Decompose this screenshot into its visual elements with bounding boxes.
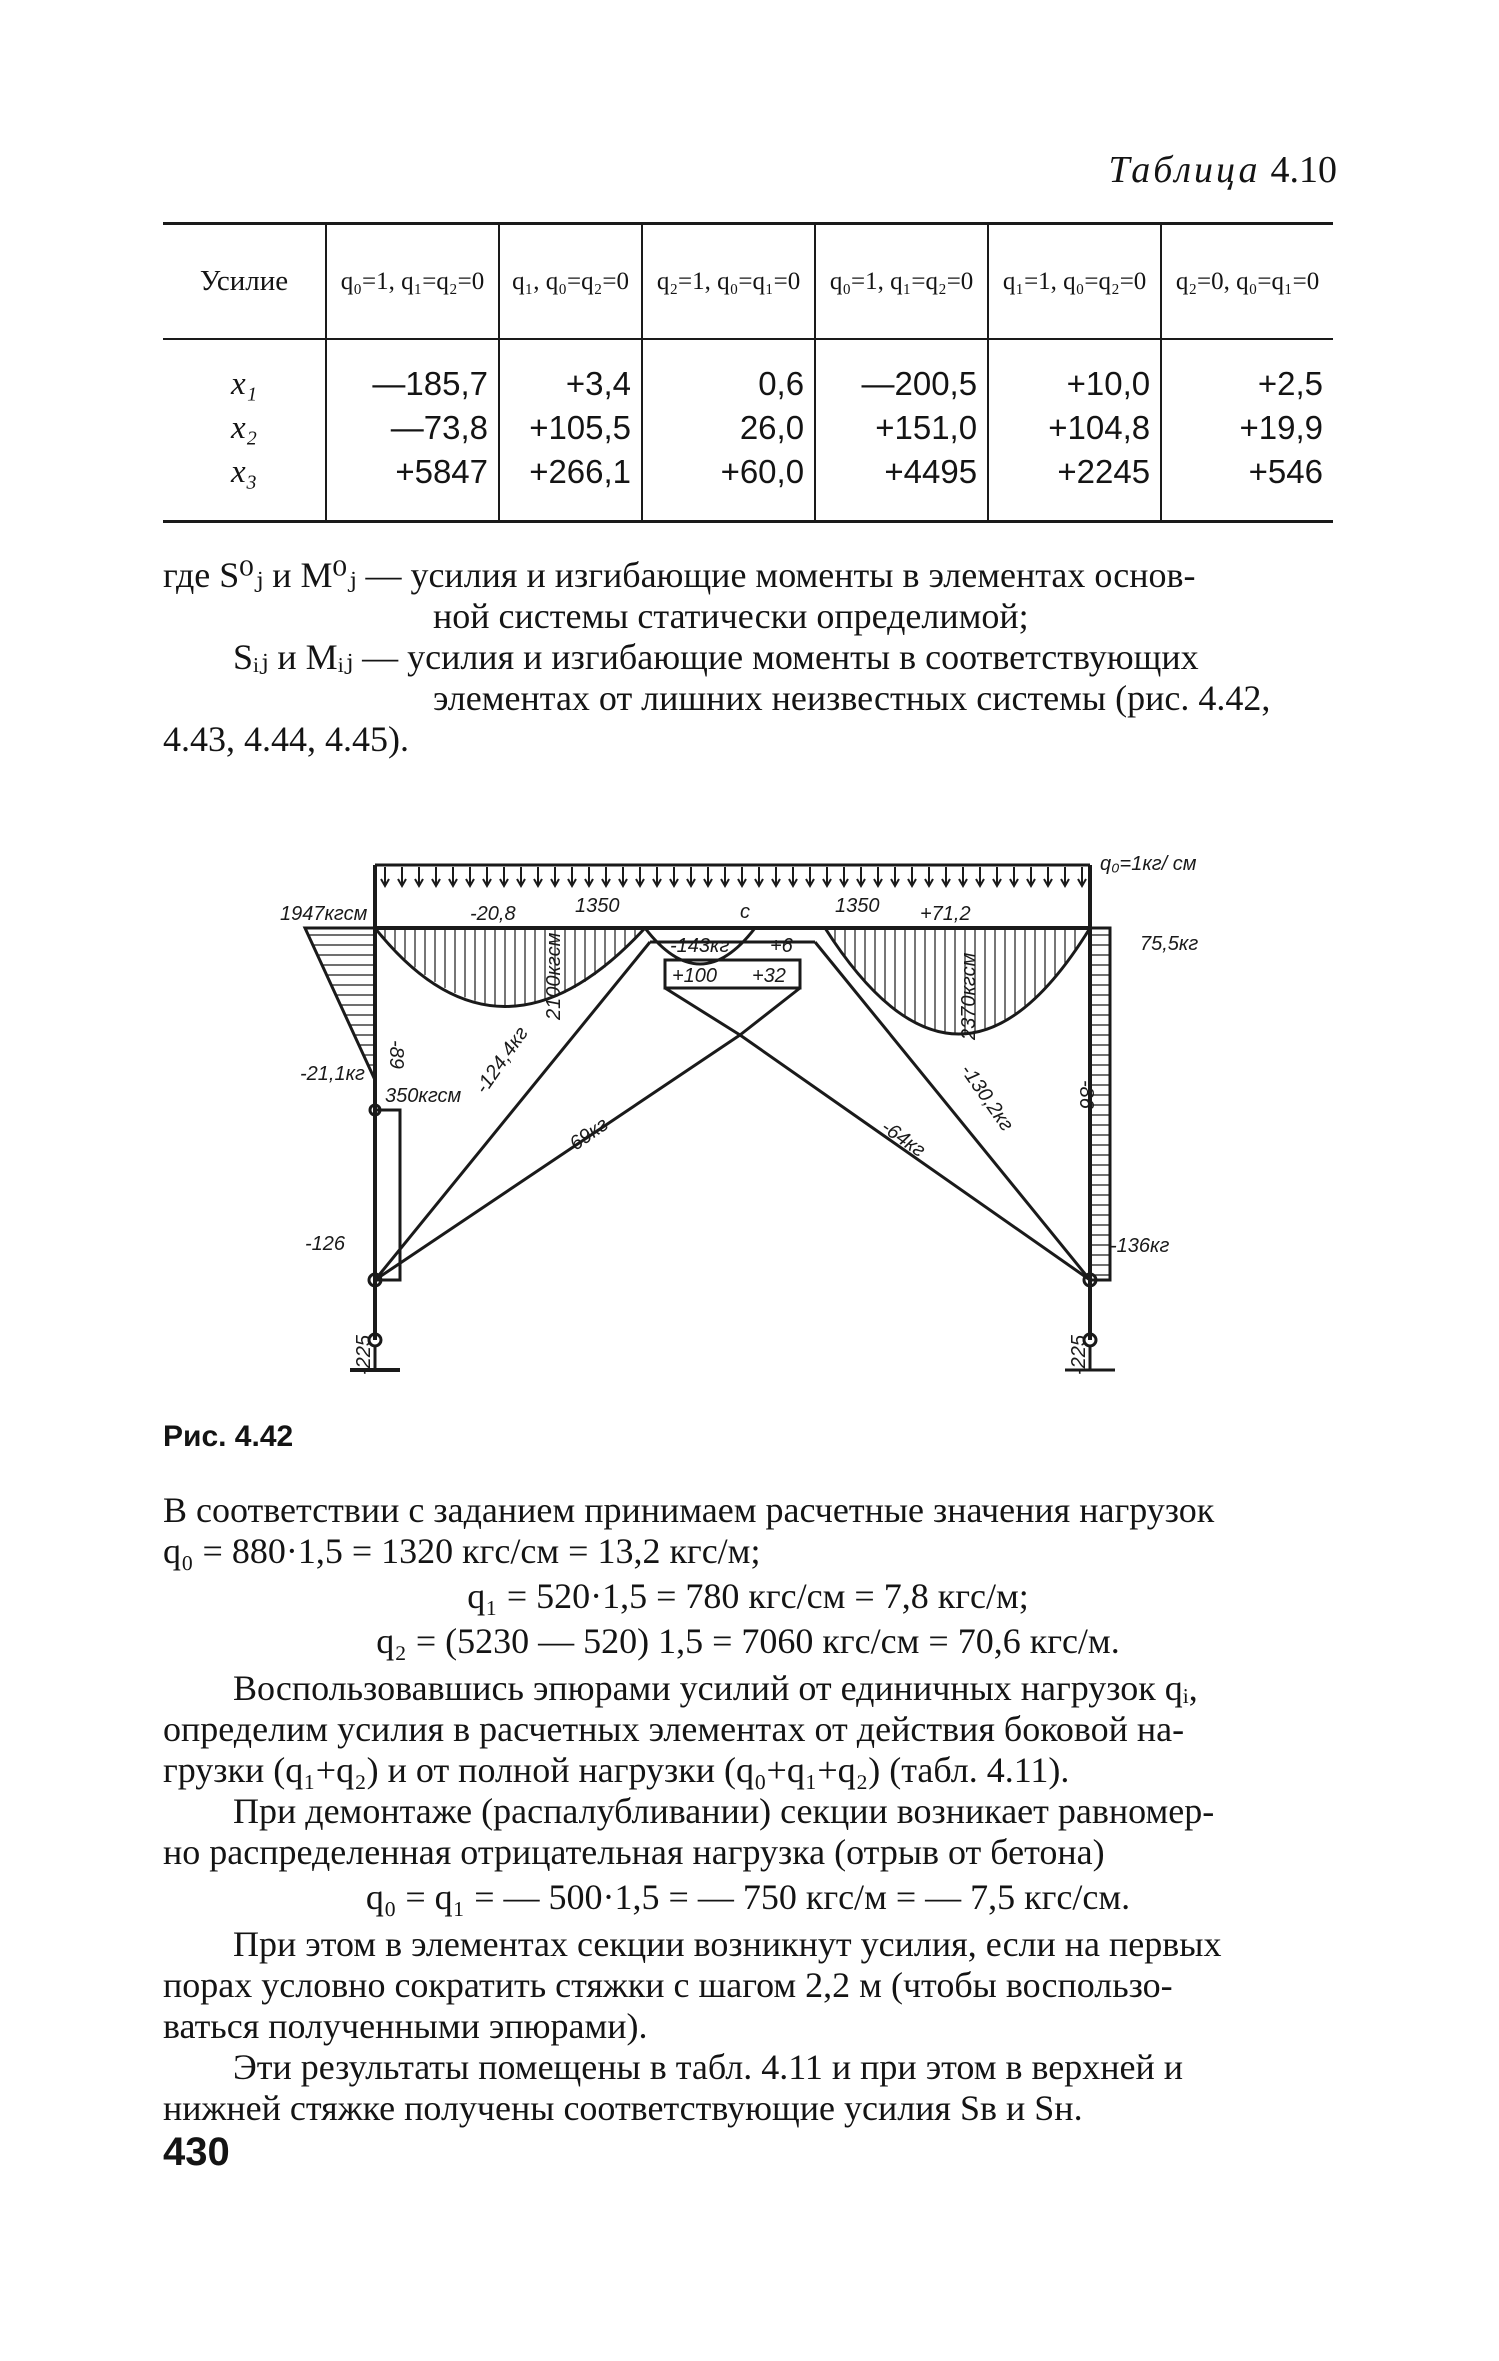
label-shear: c [740, 901, 750, 923]
label-force: -69кг [560, 1113, 613, 1160]
label-force: +32 [752, 965, 786, 987]
label-force: -143кг [670, 935, 730, 957]
column-values [815, 339, 988, 522]
header-cell: q₁, q₀=q₂=0 [499, 224, 642, 340]
definition-line: 4.43, 4.44, 4.45). [163, 719, 409, 759]
label-q0: q₀=1кг/ см [1100, 853, 1197, 875]
column-values [499, 339, 642, 522]
equation: q₀ = q₁ = — 500·1,5 = — 750 кгс/м = — 7,5 кгс/см. [365, 1877, 1131, 1917]
table-cell: +151,0 [875, 409, 978, 446]
header-cell: q₀=1, q₁=q₂=0 [326, 224, 499, 340]
row-labels [163, 339, 326, 522]
table-row [163, 339, 1333, 522]
label-moment: 1350 [835, 895, 880, 917]
text-line: ваться полученными эпюрами). [163, 2006, 648, 2046]
body-text [163, 1490, 1333, 2129]
text-line: Эти результаты помещены в табл. 4.11 и при этом в верхней и [233, 2047, 1184, 2087]
header-cell: q₂=1, q₀=q₁=0 [642, 224, 815, 340]
table-title-number: 4.10 [1270, 149, 1337, 191]
label-force: -64кг [877, 1116, 930, 1162]
column-values [326, 339, 499, 522]
middle-tie-left [665, 988, 740, 1035]
figure-caption: Рис. 4.42 [163, 1420, 294, 1453]
column-values [642, 339, 815, 522]
label-force: +100 [672, 965, 718, 987]
diagonal-right-outer [815, 942, 1090, 1280]
table-cell: +546 [1248, 453, 1323, 490]
column-values [1161, 339, 1333, 522]
label-moment: 350кгсм [385, 1085, 462, 1107]
text-line: q₀ = 880·1,5 = 1320 кгс/см = 13,2 кгс/м; [163, 1531, 761, 1571]
column-values [988, 339, 1161, 522]
label-force: -225 [353, 1334, 375, 1375]
label-force: -89 [385, 1040, 407, 1069]
row-label: x₁ [230, 366, 258, 402]
label-force: -86 [1075, 1080, 1097, 1109]
table-cell: +10,0 [1066, 365, 1151, 402]
table-cell: +3,4 [565, 365, 632, 402]
label-shear: +71,2 [920, 903, 971, 925]
definition-line: Sᵢⱼ и Mᵢⱼ — усилия и изгибающие моменты в соответствующих [233, 637, 1199, 677]
row-label: x₃ [230, 454, 258, 490]
text-line: порах условно сократить стяжки с шагом 2,2 м (чтобы воспользо- [163, 1965, 1173, 2005]
equation: q₂ = (5230 — 520) 1,5 = 7060 кгс/см = 70,6 кгс/м. [376, 1621, 1120, 1661]
label-force: -225 [1068, 1334, 1090, 1375]
table-cell: +105,5 [529, 409, 632, 446]
definition-line: где S⁰ⱼ и M⁰ⱼ — усилия и изгибающие моменты в элементах основ- [163, 555, 1196, 595]
distributed-load-arrows [381, 867, 1086, 886]
table-cell: +2245 [1057, 453, 1151, 490]
label-force: -130,2кг [955, 1060, 1018, 1136]
page-number: 430 [163, 2130, 230, 2174]
table-title [1109, 148, 1337, 192]
definition-line: ной системы статически определимой; [433, 596, 1029, 636]
text-line: При этом в элементах секции возникнут усилия, если на первых [233, 1924, 1222, 1964]
header-cell: Усилие [163, 224, 326, 340]
header-cell: q₂=0, q₀=q₁=0 [1161, 224, 1333, 340]
label-force: -124,4кг [471, 1022, 533, 1098]
text-line: При демонтаже (распалубливании) секции возникает равномер- [233, 1791, 1215, 1831]
label-force: 75,5кг [1140, 933, 1199, 955]
table-cell: —200,5 [861, 365, 978, 402]
definition-line: элементах от лишних неизвестных системы (рис. 4.42, [433, 678, 1271, 718]
label-force: -21,1кг [300, 1063, 365, 1085]
table-cell: +104,8 [1048, 409, 1151, 446]
diagonal-left-outer [375, 942, 650, 1280]
results-table [163, 222, 1333, 523]
label-force: +6 [770, 935, 793, 957]
table-cell: +60,0 [720, 453, 805, 490]
middle-tie-right [740, 988, 800, 1035]
label-force: -126 [305, 1233, 346, 1255]
table-header-row [163, 224, 1333, 340]
label-moment: 2100кгсм [543, 932, 565, 1020]
equation: q₁ = 520·1,5 = 780 кгс/см = 7,8 кгс/м; [467, 1576, 1029, 1616]
text-line: но распределенная отрицательная нагрузка (отрыв от бетона) [163, 1832, 1105, 1872]
frame-diagram [270, 840, 1250, 1420]
header-cell: q₀=1, q₁=q₂=0 [815, 224, 988, 340]
text-line: определим усилия в расчетных элементах от действия боковой на- [163, 1709, 1185, 1749]
table-cell: 0,6 [758, 365, 805, 402]
table-cell: —73,8 [390, 409, 489, 446]
table-cell: +2,5 [1257, 365, 1323, 402]
table-cell: +4495 [884, 453, 978, 490]
left-column-diagram [305, 928, 375, 1080]
row-label: x₂ [230, 410, 258, 446]
label-moment: 1947кгсм [280, 903, 368, 925]
text-line: Воспользовавшись эпюрами усилий от единичных нагрузок qᵢ, [233, 1668, 1198, 1708]
label-moment: 2370кгсм [958, 952, 980, 1040]
table-title-word: Таблица [1108, 149, 1261, 191]
text-line: В соответствии с заданием принимаем расчетные значения нагрузок [163, 1490, 1215, 1530]
table-cell: 26,0 [739, 409, 805, 446]
label-shear: -20,8 [470, 903, 516, 925]
text-line: грузки (q₁+q₂) и от полной нагрузки (q₀+q₁+q₂) (табл. 4.11). [163, 1750, 1070, 1790]
table-cell: —185,7 [372, 365, 489, 402]
table-cell: +5847 [395, 453, 489, 490]
header-cell: q₁=1, q₀=q₂=0 [988, 224, 1161, 340]
diagonal-left-inner [375, 1035, 740, 1280]
table-cell: +266,1 [529, 453, 632, 490]
table-cell: +19,9 [1239, 409, 1323, 446]
text-line: нижней стяжке получены соответствующие усилия Sв и Sн. [163, 2088, 1083, 2128]
label-moment: 1350 [575, 895, 620, 917]
label-force: -136кг [1110, 1235, 1170, 1257]
definitions-block [163, 555, 1333, 760]
